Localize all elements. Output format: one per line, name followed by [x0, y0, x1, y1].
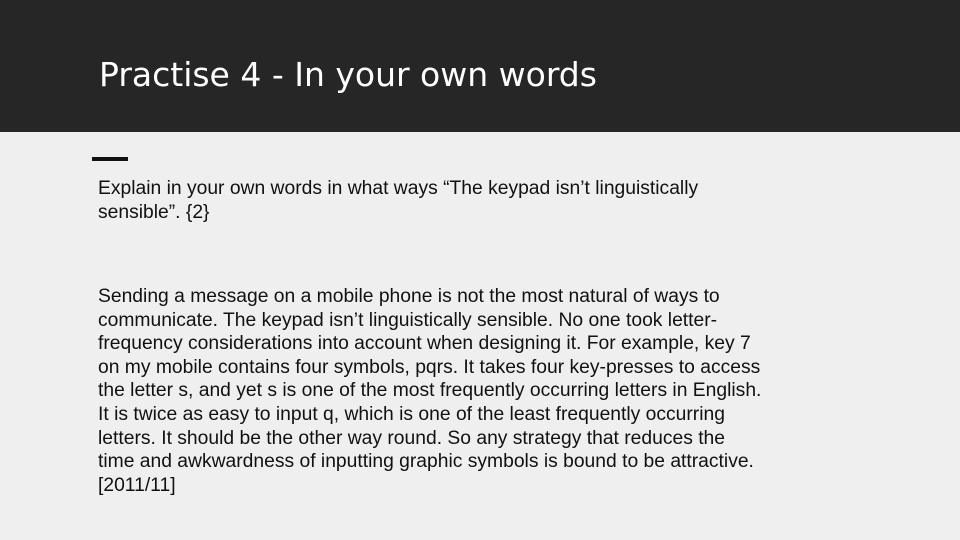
answer-line: frequency considerations into account when designing it. For example, key 7: [98, 333, 751, 355]
answer-line: communicate. The keypad isn’t linguistically sensible. No one took letter-: [98, 309, 718, 331]
title-band: [0, 0, 960, 132]
question-text: [98, 177, 873, 224]
question-line: sensible”. {2}: [98, 201, 210, 223]
question-line: Explain in your own words in what ways “The keypad isn’t linguistically: [98, 178, 699, 199]
answer-line: letters. It should be the other way round. So any strategy that reduces the: [98, 427, 726, 449]
answer-text: [98, 285, 873, 497]
answer-line: the letter s, and yet s is one of the most frequently occurring letters in English.: [98, 380, 762, 402]
answer-line: Sending a message on a mobile phone is not the most natural of ways to: [98, 286, 720, 307]
answer-line: time and awkwardness of inputting graphic symbols is bound to be attractive.: [98, 451, 754, 473]
answer-line: It is twice as easy to input q, which is one of the least frequently occurring: [98, 403, 725, 425]
source-reference: [2011/11]: [98, 474, 176, 496]
accent-bar: [92, 157, 128, 161]
answer-line: on my mobile contains four symbols, pqrs. It takes four key-presses to access: [98, 356, 761, 378]
slide-title: Practise 4 - In your own words: [99, 55, 597, 94]
